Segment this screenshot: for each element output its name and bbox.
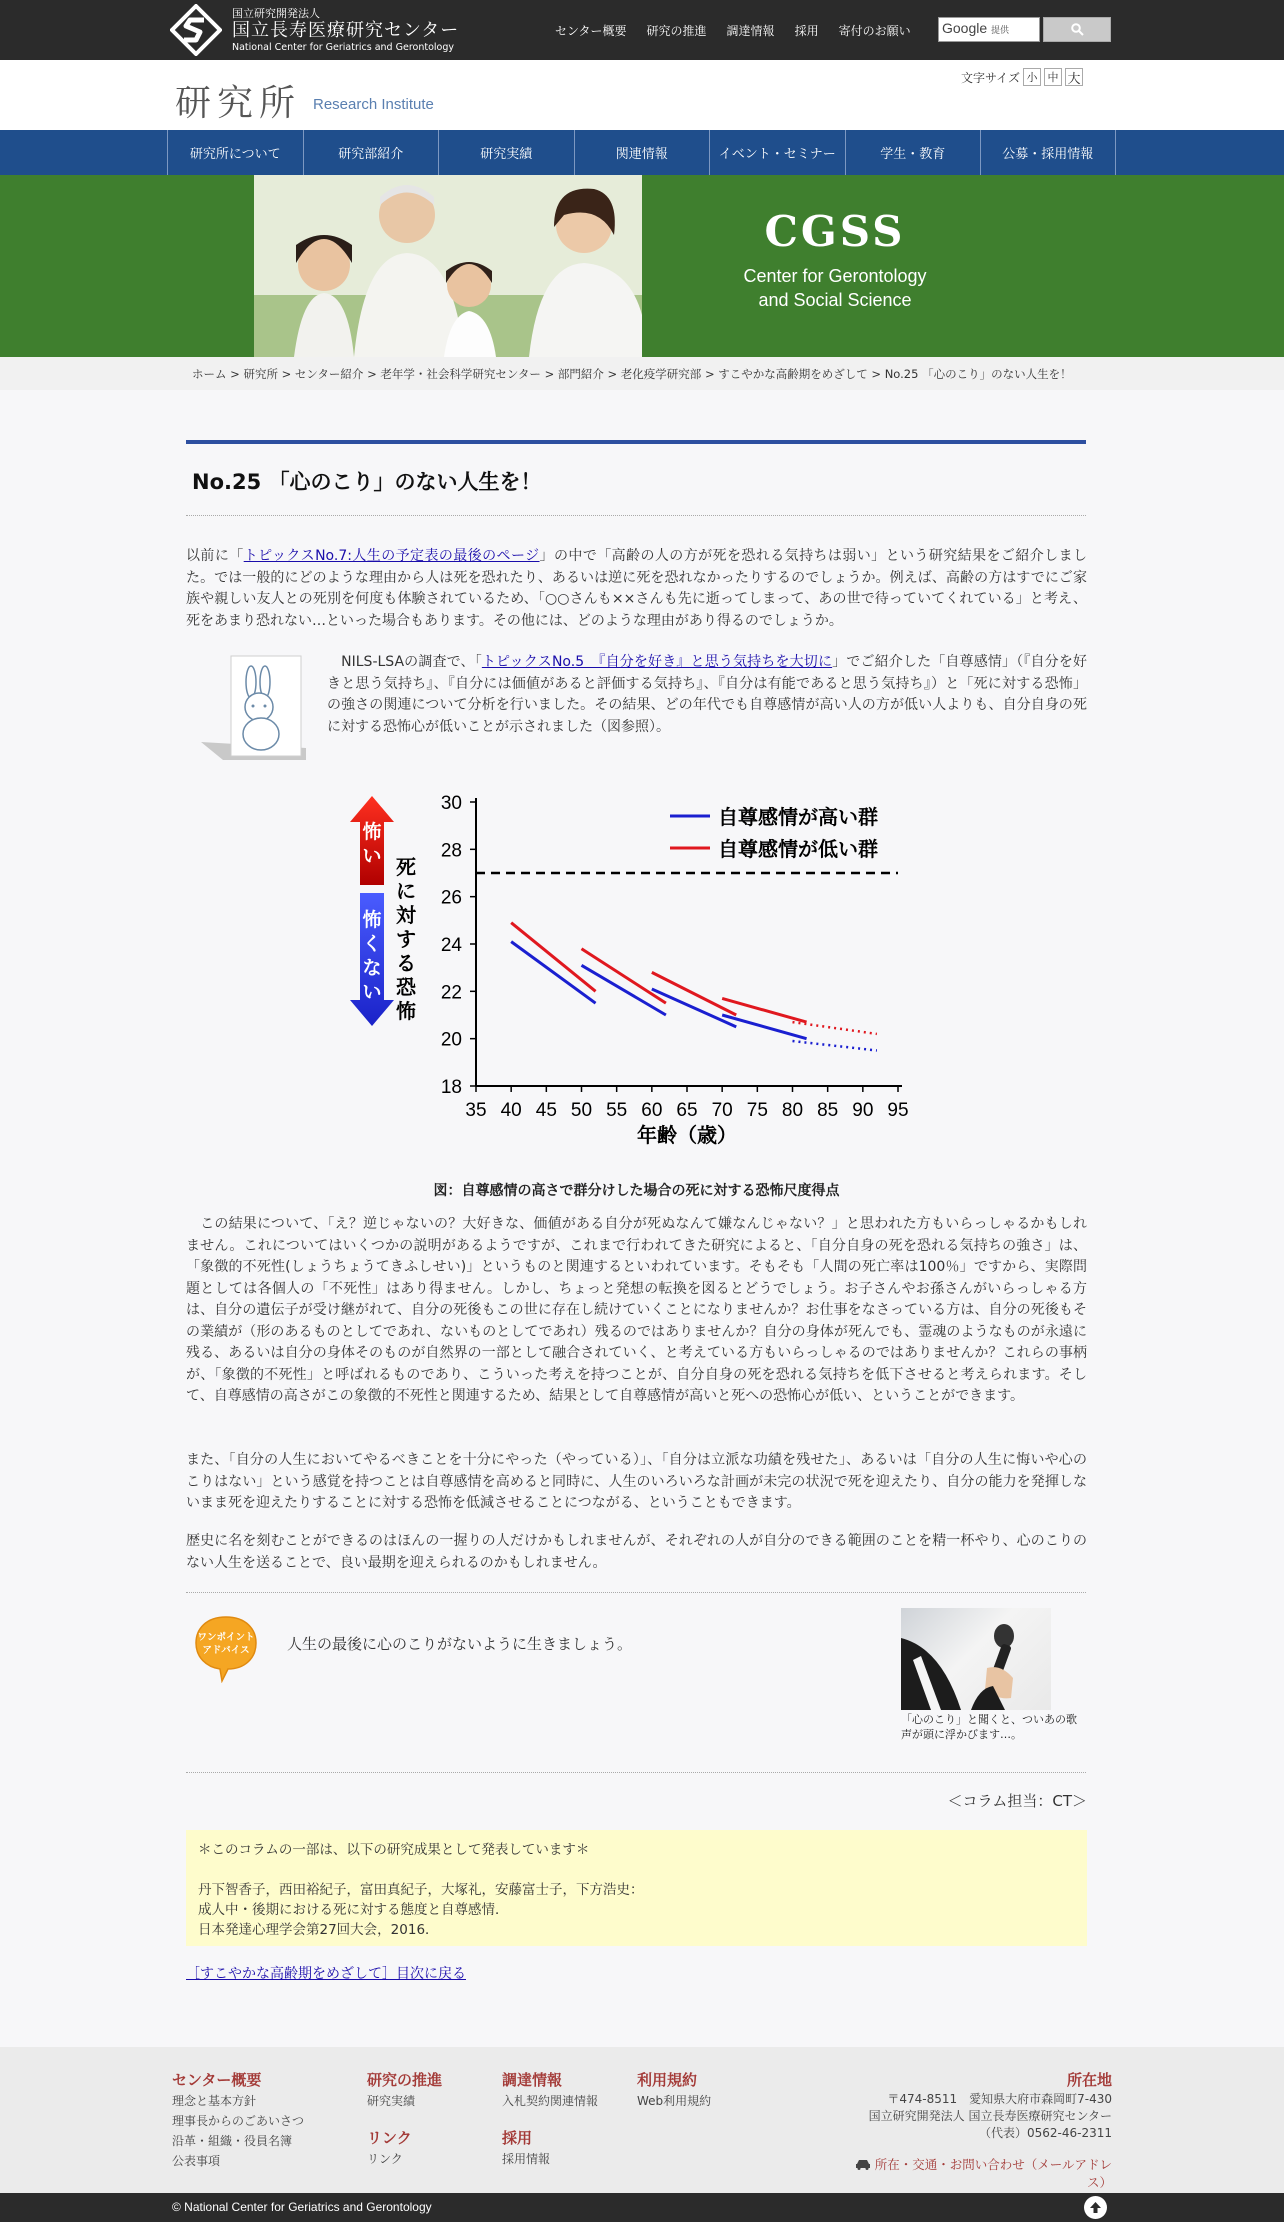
article-paragraph-4: また、「自分の人生においてやるべきことを十分にやった（やっている）」、「自分は立派な功績を残せた」、あるいは「自分の人生に悔いや心のこりはない」という感覚を持つことは自尊感情を高めると同時に、人生のいろいろな計画が未完の状況で死を迎えたり、自分の能力を発揮しないまま死を迎えたりすることに対する恐怖を低減させることにつながる、ということもできます。 — [186, 1452, 1087, 1511]
y-axis-label-char: 怖 — [396, 999, 416, 1023]
arrow-up-icon — [1089, 2201, 1102, 2214]
x-tick-label: 95 — [887, 1100, 909, 1121]
global-nav — [0, 130, 1284, 175]
fear-of-death-chart — [340, 790, 920, 1160]
y-axis-label-char: す — [396, 927, 416, 951]
article-paragraph-2 — [327, 652, 1087, 738]
x-tick-label: 75 — [746, 1100, 768, 1121]
paragraph-text: NILS-LSAの調査で、「 — [327, 654, 482, 670]
address-line: （代表）0562-46-2311 — [978, 2126, 1112, 2140]
series-projection — [793, 1022, 877, 1034]
topic-7-link[interactable]: トピックスNo.7:人生の予定表の最後のページ — [243, 548, 540, 564]
divider — [186, 1772, 1086, 1773]
top-nav-item[interactable]: 寄付のお願い — [838, 23, 911, 38]
y-axis-label-char: 恐 — [396, 975, 416, 999]
x-tick-label: 45 — [535, 1100, 557, 1121]
paragraph-text: 以前に「 — [186, 548, 244, 564]
copyright: © National Center for Geriatrics and Gerontology — [172, 2200, 432, 2214]
google-brand: Google — [942, 20, 988, 36]
figure-caption: 図：自尊感情の高さで群分けした場合の死に対する恐怖尺度得点 — [433, 1183, 840, 1199]
contact-link-label[interactable]: 所在・交通・お問い合わせ（メールアドレス） — [874, 2157, 1112, 2190]
arrow-up-label-char-1: 怖 — [362, 821, 382, 843]
back-to-index-link[interactable]: ［すこやかな高齢期をめざして］目次に戻る — [186, 1966, 466, 1982]
topic-5-link[interactable]: トピックスNo.5 『自分を好き』と思う気持ちを大切に — [481, 654, 833, 670]
top-nav — [555, 0, 911, 60]
cgss-line2: and Social Science — [758, 290, 912, 310]
center-logo-text — [232, 7, 459, 54]
fear-arrow-up — [350, 796, 394, 885]
advice-badge-line1: ワンポイント — [197, 1632, 255, 1643]
global-nav-item[interactable]: 公募・採用情報 — [980, 130, 1116, 175]
footer-link[interactable]: 研究実績 — [367, 2094, 416, 2108]
article-paragraph-5: 歴史に名を刻むことができるのはほんの一握りの人だけかもしれませんが、それぞれの人が自分のできる範囲のことを精一杯やり、心のこりのない人生を送ることで、良い最期を迎えられるのかもしれません。 — [186, 1533, 1087, 1571]
article-paragraph-3: この結果について、「え？逆じゃないの？大好きな、価値がある自分が死ぬなんて嫌なんじゃない？」と思われた方もいらっしゃるかもしれません。これについてはいくつかの説明があるようですが、これまで行われてきた研究によると、「自分自身の死を恐れる気持ちの強さ」は、「象徴的不死性(しょうちょうてきふしせい)」というものと関連するといわれています。そもそも「人間の死亡率は100％」ですから、実際問題としては各個人の「不死性」はあり得ません。しかし、ちょっと発想の転換を図るとどうでしょう。お子さんやお孫さんがいらっしゃる方は、自分の遺伝子が受け継がれて、自分の死後もこの世に存在し続けていくことになりませんか？お仕事をなさっている方は、自分の死後もその業績が（形のあるものとしてであれ、ないものとしてであれ）残るのではありませんか？自分の身体が死んでも、霊魂のようなものが永遠に残る、あるいは自分の身体そのものが自然界の一部として融合されていく、と考えている方もいらっしゃるのではありませんか？これらの事柄が、「象徴的不死性」と呼ばれるものであり、こういった考えを持つことが、自分自身の死を恐れる気持ちを低下させると考えられます。そして、自尊感情の高さがこの象徴的不死性と関連するため、結果として自尊感情が高いと死への恐怖心が低い、ということができます。 — [186, 1216, 1087, 1404]
center-logo[interactable] — [170, 2, 459, 58]
x-axis-label: 年齢（歳） — [637, 1123, 737, 1147]
search-icon — [1071, 23, 1084, 36]
legend-label: 自尊感情が低い群 — [718, 837, 878, 861]
footer-link[interactable]: 理念と基本方針 — [172, 2094, 257, 2108]
arrow-down-label-char-2: く — [362, 933, 382, 955]
address-line: 〒474-8511 愛知県大府市森岡町7-430 — [887, 2092, 1112, 2106]
cgss-acronym: CGSS — [764, 207, 906, 256]
family-photo-illustration — [254, 175, 642, 357]
note-title: ＊このコラムの一部は、以下の研究成果として発表しています＊ — [198, 1842, 590, 1858]
font-size-label: 文字サイズ — [961, 70, 1021, 85]
arrow-down-label-char-1: 怖 — [362, 909, 382, 931]
plot-area — [441, 793, 909, 1147]
y-axis-label-char: 対 — [396, 903, 416, 927]
footer-address — [860, 2069, 1112, 2142]
y-tick-label: 28 — [440, 840, 462, 862]
global-nav-item[interactable]: 研究部紹介 — [303, 130, 439, 175]
x-tick-label: 50 — [570, 1100, 593, 1121]
global-nav-item[interactable]: 研究実績 — [438, 130, 574, 175]
footer-col-research — [367, 2069, 442, 2169]
global-nav-item[interactable]: イベント・セミナー — [709, 130, 845, 175]
y-tick-label: 24 — [440, 935, 462, 956]
paragraph-text: 」でご紹介した「自尊感情」（『自分を好きと思う気持ち』、『自分には価値があると評価する気持ち』、『自分は有能であると思う気持ち』）と「死に対する恐怖」の強さの関連について分析を行いました。その結果、どの年代でも自尊感情が高い人の方が低い人よりも、自分自身の死に対する恐怖心が低いことが示されました（図参照）。 — [327, 654, 1087, 735]
microphone-caption: 「心のこり」と聞くと、ついあの歌声が頭に浮かびます…。 — [901, 1713, 1077, 1741]
back-to-top-button[interactable] — [1084, 2196, 1107, 2219]
y-axis-label-char: る — [396, 951, 416, 975]
cgss-line1: Center for Gerontology — [743, 266, 927, 286]
arrow-down-label-char-4: い — [362, 981, 382, 1003]
org-line3: National Center for Geriatrics and Gerontology — [232, 41, 454, 53]
global-nav-item[interactable]: 学生・教育 — [845, 130, 981, 175]
footer-heading[interactable]: センター概要 — [172, 2071, 262, 2089]
footer — [0, 2047, 1284, 2193]
advice-text: 人生の最後に心のこりがないように生きましょう。 — [287, 1635, 633, 1653]
global-nav-item[interactable]: 関連情報 — [574, 130, 710, 175]
page-title: No.25 「心のこり」のない人生を！ — [192, 470, 542, 494]
y-tick-label: 22 — [440, 982, 462, 1004]
microphone-photo — [901, 1608, 1051, 1710]
publication-note — [186, 1830, 1087, 1946]
footer-heading[interactable]: 採用 — [502, 2129, 533, 2147]
address-heading: 所在地 — [1066, 2071, 1112, 2089]
x-tick-label: 55 — [606, 1100, 628, 1121]
main-content — [0, 390, 1284, 2047]
cgss-banner — [0, 175, 1284, 357]
fear-arrow-down — [350, 893, 394, 1026]
x-tick-label: 65 — [676, 1100, 698, 1121]
article-paragraph-1 — [186, 546, 1087, 632]
site-title[interactable]: 研究所 — [175, 83, 302, 124]
column-byline: ＜コラム担当：CT＞ — [947, 1792, 1087, 1810]
search-button[interactable] — [1043, 17, 1111, 42]
series-line-segment — [511, 923, 595, 992]
car-icon — [855, 2158, 871, 2170]
legend-label: 自尊感情が高い群 — [718, 805, 878, 829]
search-provided-label: 提供 — [991, 25, 1010, 35]
y-axis-label-char: に — [396, 879, 416, 903]
address-line: 国立研究開発法人 国立長寿医療研究センター — [868, 2109, 1112, 2123]
top-nav-item[interactable]: センター概要 — [555, 23, 627, 38]
series-line-segment — [582, 949, 666, 1003]
y-tick-label: 26 — [440, 887, 462, 909]
x-tick-label: 85 — [817, 1100, 839, 1121]
y-tick-label: 30 — [440, 793, 462, 814]
copyright-bar — [0, 2193, 1284, 2222]
font-size-control — [961, 68, 1083, 86]
one-point-advice-icon — [192, 1613, 260, 1683]
note-venue: 日本発達心理学会第27回大会，2016． — [198, 1922, 439, 1938]
footer-col-procurement — [502, 2069, 598, 2169]
footer-heading[interactable]: 研究の推進 — [367, 2071, 443, 2089]
font-size-medium-button[interactable]: 中 — [1044, 68, 1062, 86]
y-axis-label — [395, 855, 417, 1023]
org-line1: 国立研究開発法人 — [232, 6, 320, 20]
org-line2: 国立長寿医療研究センター — [232, 19, 460, 41]
footer-link[interactable]: 理事長からのごあいさつ — [172, 2114, 305, 2128]
top-nav-item[interactable]: 調達情報 — [726, 23, 775, 38]
footer-heading[interactable]: 調達情報 — [502, 2071, 563, 2089]
x-tick-label: 70 — [711, 1100, 733, 1121]
footer-col-overview — [172, 2069, 304, 2171]
cgss-title — [700, 207, 970, 312]
y-axis-label-char: 死 — [396, 855, 416, 879]
y-tick-label: 18 — [440, 1077, 462, 1098]
y-tick-label: 20 — [440, 1029, 462, 1051]
site-header — [0, 60, 1284, 130]
footer-link[interactable]: リンク — [367, 2152, 403, 2166]
footer-link[interactable]: Web利用規約 — [637, 2094, 712, 2108]
x-tick-label: 60 — [641, 1100, 663, 1121]
font-size-large-button[interactable]: 大 — [1065, 68, 1083, 86]
arrow-down-label-char-3: な — [362, 957, 382, 979]
footer-heading[interactable]: 利用規約 — [637, 2071, 698, 2089]
paragraph-text: 」の中で「高齢の人の方が死を恐れる気持ちは弱い」という研究結果をご紹介しました。では一般的にどのような理由から人は死を恐れたり、あるいは逆に死を恐れなかったりするのでしょうか。例えば、高齢の方はすでにご家族や親しい友人との死別を何度も体験されているため、「○○さんも××さんも先に逝ってしまって、あの世で待っていてくれている」と考え、死をあまり恐れない…といった場合もあります。その他には、どのような理由があり得るのでしょうか。 — [186, 548, 1088, 629]
note-paper: 成人中・後期における死に対する態度と自尊感情． — [198, 1902, 509, 1918]
family-photo — [254, 175, 642, 357]
note-authors: 丹下智香子，西田裕紀子，富田真紀子，大塚礼，安藤富士子，下方浩史： — [198, 1882, 644, 1898]
footer-link[interactable]: 採用情報 — [502, 2152, 551, 2166]
divider — [186, 515, 1086, 516]
contact-link[interactable] — [840, 2155, 1112, 2191]
font-size-small-button[interactable]: 小 — [1023, 68, 1041, 86]
breadcrumb[interactable]: ホーム > 研究所 > センター紹介 > 老年学・社会科学研究センター > 部門紹介 > 老化疫学研究部 > すこやかな高齢期をめざして > No.25 「心のこり」のない人生を！ — [192, 367, 1072, 381]
global-nav-item[interactable]: 研究所について — [167, 130, 303, 175]
series-projection — [793, 1041, 877, 1050]
footer-col-terms — [637, 2069, 711, 2111]
arrow-up-label-char-2: い — [362, 845, 382, 867]
search-input[interactable] — [938, 17, 1040, 42]
x-tick-label: 35 — [465, 1100, 487, 1121]
x-tick-label: 40 — [500, 1100, 522, 1121]
rabbit-illustration — [193, 652, 306, 762]
footer-heading[interactable]: リンク — [367, 2129, 412, 2147]
advice-badge-line2: アドバイス — [202, 1645, 250, 1656]
site-subtitle: Research Institute — [313, 96, 434, 113]
x-tick-label: 80 — [781, 1100, 804, 1121]
footer-link[interactable]: 公表事項 — [172, 2154, 221, 2168]
divider — [186, 1592, 1086, 1593]
center-logo-icon — [170, 4, 222, 56]
footer-link[interactable]: 入札契約関連情報 — [502, 2094, 599, 2108]
x-tick-label: 90 — [852, 1100, 874, 1121]
top-nav-item[interactable]: 採用 — [794, 23, 819, 38]
top-nav-item[interactable]: 研究の推進 — [646, 23, 707, 38]
title-rule — [186, 440, 1086, 444]
breadcrumb-bar — [0, 357, 1284, 390]
top-bar — [0, 0, 1284, 60]
footer-link[interactable]: 沿革・組織・役員名簿 — [172, 2134, 293, 2148]
